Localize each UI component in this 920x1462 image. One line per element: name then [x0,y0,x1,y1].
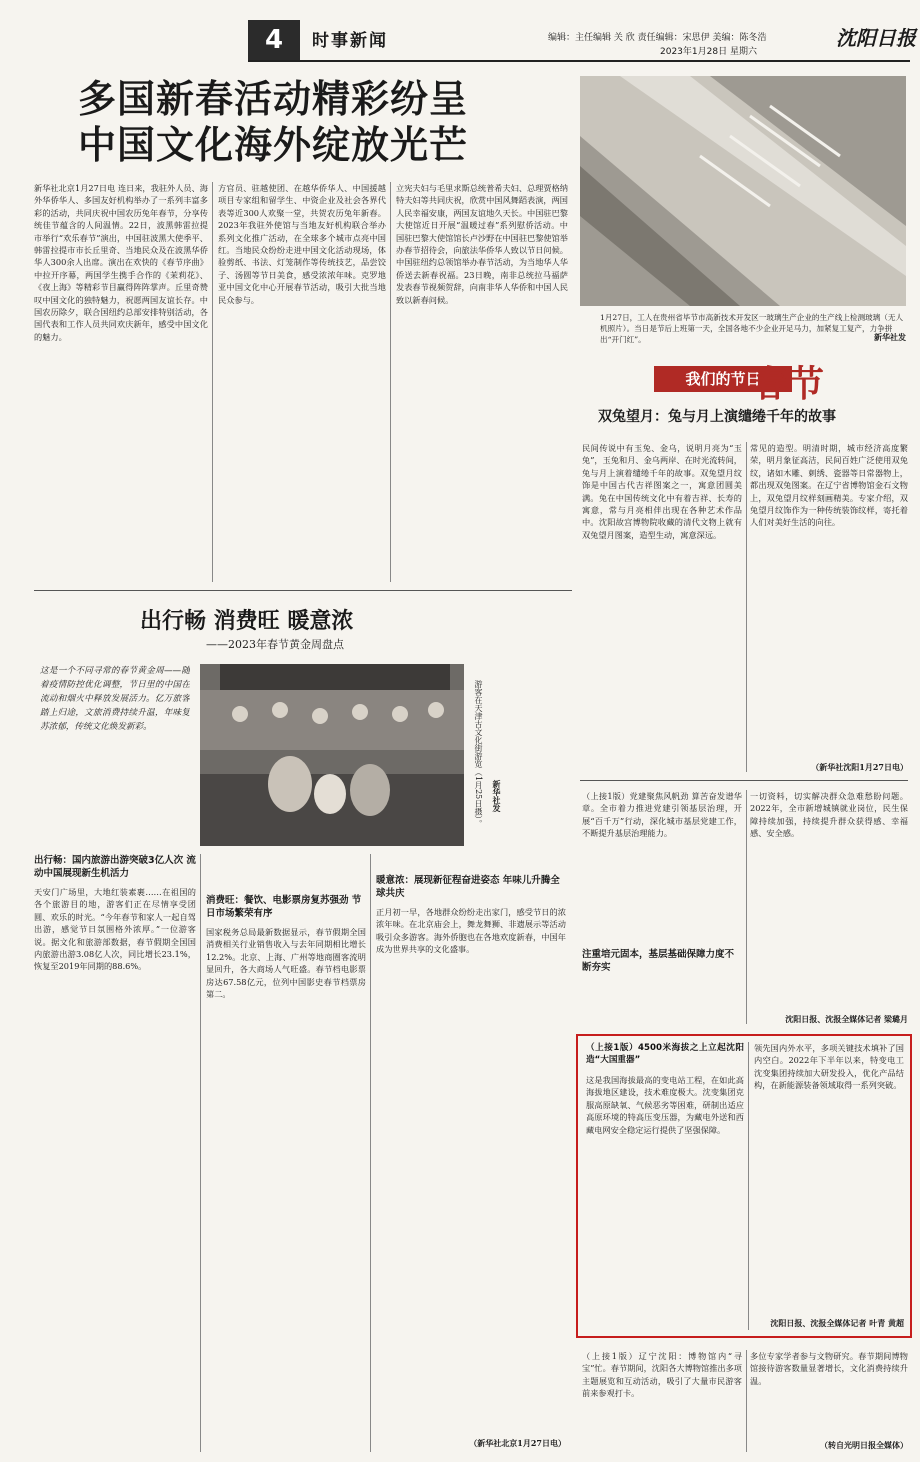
boxed-credit: 沈阳日报、沈报全媒体记者 叶青 黄超 [770,1318,904,1328]
festival-band: 我们的节日 [654,366,792,392]
bottom-credit: （转自光明日报全媒体） [820,1440,908,1450]
second-col-3: 正月初一早，各地群众纷纷走出家门，感受节日的浓浓年味。在北京庙会上，舞龙舞狮、非遗展示等活动吸引众多游客。海外侨胞也在各地欢度新春，中国年成为世界共享的文化盛事。 [376,907,566,955]
second-col1-head: 出行畅：国内旅游出游突破3亿人次 流动中国展现新生机活力 [34,855,196,879]
editors-line: 编辑：主任编辑 关 欣 责任编辑：宋思伊 美编：陈冬浩 [548,33,767,43]
section-rule [580,780,908,781]
street-photo-credit: 新华社发 [492,780,502,812]
second-headline: 出行畅 消费旺 暖意浓 [140,609,354,634]
festival-character: 春节 [752,363,825,405]
festival-col-2: 常见的造型。明清时期，城市经济高度繁荣，明月象征高洁，民间百姓广泛使用双兔纹，诸如木雕、刺绣、瓷器等日常器物上，都出现双兔图案。在辽宁省博物馆金石文物上，双兔望月纹样刻画精美。专家介绍，双兔望月纹饰作为一种传统装饰纹样，寄托着人们对美好生活的向往。 [750,443,908,528]
street-photo [200,664,464,846]
highlighted-story-box [576,1034,912,1338]
lead-col-3: 立宪夫妇与毛里求斯总统普希夫妇、总理贾格纳特夫妇等共同庆祝，欣赏中国风舞蹈表演，两国人民幸福安康，两国友谊地久天长。中国驻巴黎大使馆近日开展“温暖过春”系列慰侨活动。中国驻巴黎大使馆馆长卢沙野在中国驻巴黎使馆举办春节招待会，向旅法华侨华人致以节日问候。中国驻纽约总领馆举办春节活动，为当地华人华侨送去新春祝福。23日晚，南非总统拉马福萨发表春节视频贺辞，向南非华人华侨和中国人民致以新春问候。 [396,183,568,305]
issue-date: 2023年1月28日 星期六 [660,47,757,57]
second-col3-head: 暖意浓：展现新征程奋进姿态 年味儿升腾全球共庆 [376,875,560,899]
lead-headline [78,76,558,168]
masthead [0,0,920,60]
column-divider [746,442,747,772]
second-col2-head: 消费旺：餐饮、电影票房复苏强劲 节日市场繁荣有序 [206,895,362,919]
section-title: 时事新闻 [312,31,388,51]
column-divider [748,1042,749,1330]
page-number: 4 [248,20,300,60]
lead-headline-line2: 中国文化海外绽放光芒 [78,123,469,167]
liaoning-col-1: （上接1版）党建聚焦风帆劲 算苦奋发谱华章。全市着力推进党建引领基层治理，开展“百千万”行动，深化城市基层党建工作，不断提升基层治理能力。 [582,791,742,839]
liaoning-credit: 沈阳日报、沈报全媒体记者 梁璐月 [785,1014,908,1024]
festival-credit: （新华社沈阳1月27日电） [811,762,908,772]
lead-col-2: 方官员、驻越使团、在越华侨华人、中国援越项目专家组和留学生、中资企业及社会各界代表等近300人欢聚一堂，共贺农历兔年新春。2023年我驻外使馆与当地友好机构联合举办系列文化推广活动，在全球多个城市点亮中国红。当地民众纷纷走进中国文化活动现场，体验剪纸、书法、灯笼制作等传统技艺，品尝饺子、汤圆等节日美食，感受浓浓年味。克罗地亚中国文化中心开展春节活动，吸引大批当地民众参与。 [218,183,386,305]
column-divider [370,854,371,1452]
liaoning-subhead: 注重培元固本，基层基础保障力度不断夯实 [582,949,735,973]
liaoning-col-2: 一切资料，切实解决群众急难愁盼问题。2022年，全市新增城镇就业岗位，民生保障持续加强，持续提升群众获得感、幸福感、安全感。 [750,791,908,839]
second-subtitle: ——2023年春节黄金周盘点 [206,638,344,651]
lead-col-1: 新华社北京1月27日电 连日来，我驻外人员、海外华侨华人、多国友好机构举办了一系列丰富多彩的活动，共同庆祝中国农历兔年春节，分享传统佳节蕴含的人间温情。22日，波黑韩雷拉提市举行“欢乐春节”演出，中国驻波黑大使季平、韩雷拉提市市长丘里奇、当地民众及在波黑华侨华人300余人出席。演出在欢快的《春节序曲》中拉开序幕，两国学生携手合作的《茉莉花》、《夜上海》等精彩节目赢得阵阵掌声。丘里奇赞叹中国文化的独特魅力，祝愿两国友谊长存。中国农历除夕，联合国纽约总部安排特别活动，各国代表和工作人员共同欢庆新年，感受中国文化的魅力。 [34,183,208,342]
column-divider [200,854,201,1452]
festival-col-1: 民间传说中有玉兔、金乌，说明月亮为“玉兔”，玉兔和月、金乌两岸、在时光流转间，兔与月上演着缱绻千年的故事。双兔望月纹饰是中国古代吉祥图案之一，寓意团圆美满。兔在中国传统文化中有着吉祥、长寿的寓意，常与月亮相伴出现在各种艺术作品中。沈阳故宫博物院收藏的清代文物上就有双兔望月图案，造型生动，寓意深远。 [582,443,742,540]
boxed-lead: （上接1版）4500米海拔之上立起沈阳造“大国重器” [586,1043,744,1066]
column-divider [390,182,391,582]
lead-headline-line1: 多国新春活动精彩纷呈 [78,77,469,121]
column-divider [212,182,213,582]
column-divider [746,790,747,1024]
masthead-rule [248,60,910,62]
street-photo-caption: 游客在天津古文化街游览（1月25日摄）。 [474,680,483,828]
factory-photo-caption: 1月27日，工人在贵州省毕节市高新技术开发区一玻璃生产企业的生产线上检测玻璃（无人机照片）。当日是节后上班第一天，全国各地不少企业开足马力，加紧复工复产，力争拼出“开门红”。 [600,313,904,344]
column-divider [746,1350,747,1452]
factory-photo [580,76,906,306]
festival-headline: 双兔望月：兔与月上演缱绻千年的故事 [598,409,836,425]
bottom-col-2: 多位专家学者参与文物研究。春节期间博物馆接待游客数量显著增长，文化消费持续升温。 [750,1351,908,1386]
boxed-col-1: 这是我国海拔最高的变电站工程，在如此高海拔地区建设，技术难度极大。沈变集团克服高原缺氧、气候恶劣等困难，研制出适应高原环境的特高压变压器，为藏电外送和西藏电网安全稳定运行提供了坚强保障。 [586,1075,744,1135]
factory-photo-credit: 新华社发 [874,332,906,342]
paper-logo: 沈阳日报 [836,26,916,50]
second-credit: （新华社北京1月27日电） [469,1438,566,1448]
second-col-2: 国家税务总局最新数据显示，春节假期全国消费相关行业销售收入与去年同期相比增长12.2%。北京、上海、广州等地商圈客流明显回升，各大商场人气旺盛。春节档电影票房达67.58亿元，位列中国影史春节档票房第二。 [206,927,366,1000]
factory-photo-image [580,76,906,306]
bottom-col-1: （上接1版）辽宁沈阳：博物馆内“寻宝”忙。春节期间，沈阳各大博物馆推出多项主题展览和互动活动，吸引了大量市民游客前来参观打卡。 [582,1351,742,1399]
second-col-1: 天安门广场里，大地红装素裹……在祖国的各个旅游目的地，游客们正在尽情享受团圆、欢乐的时光。“今年春节和家人一起自驾出游，感觉节日氛围格外浓厚。”一位游客说。据文化和旅游部数据，春节假期全国国内旅游出游3.08亿人次，同比增长23.1%，恢复至2019年同期的88.6%。 [34,887,196,972]
second-intro: 这是一个不同寻常的春节黄金周——随着疫情防控优化调整，节日里的中国在流动和烟火中释放发展活力。亿万旅客踏上归途，文旅消费持续升温，年味复苏浓郁，传统文化焕发新彩。 [40,666,190,732]
section-rule [34,590,572,591]
street-photo-image [200,664,464,846]
boxed-col-2: 领先国内外水平，多项关键技术填补了国内空白。2022年下半年以来，特变电工沈变集团持续加大研发投入，优化产品结构，在新能源装备领域取得一系列突破。 [754,1043,904,1091]
